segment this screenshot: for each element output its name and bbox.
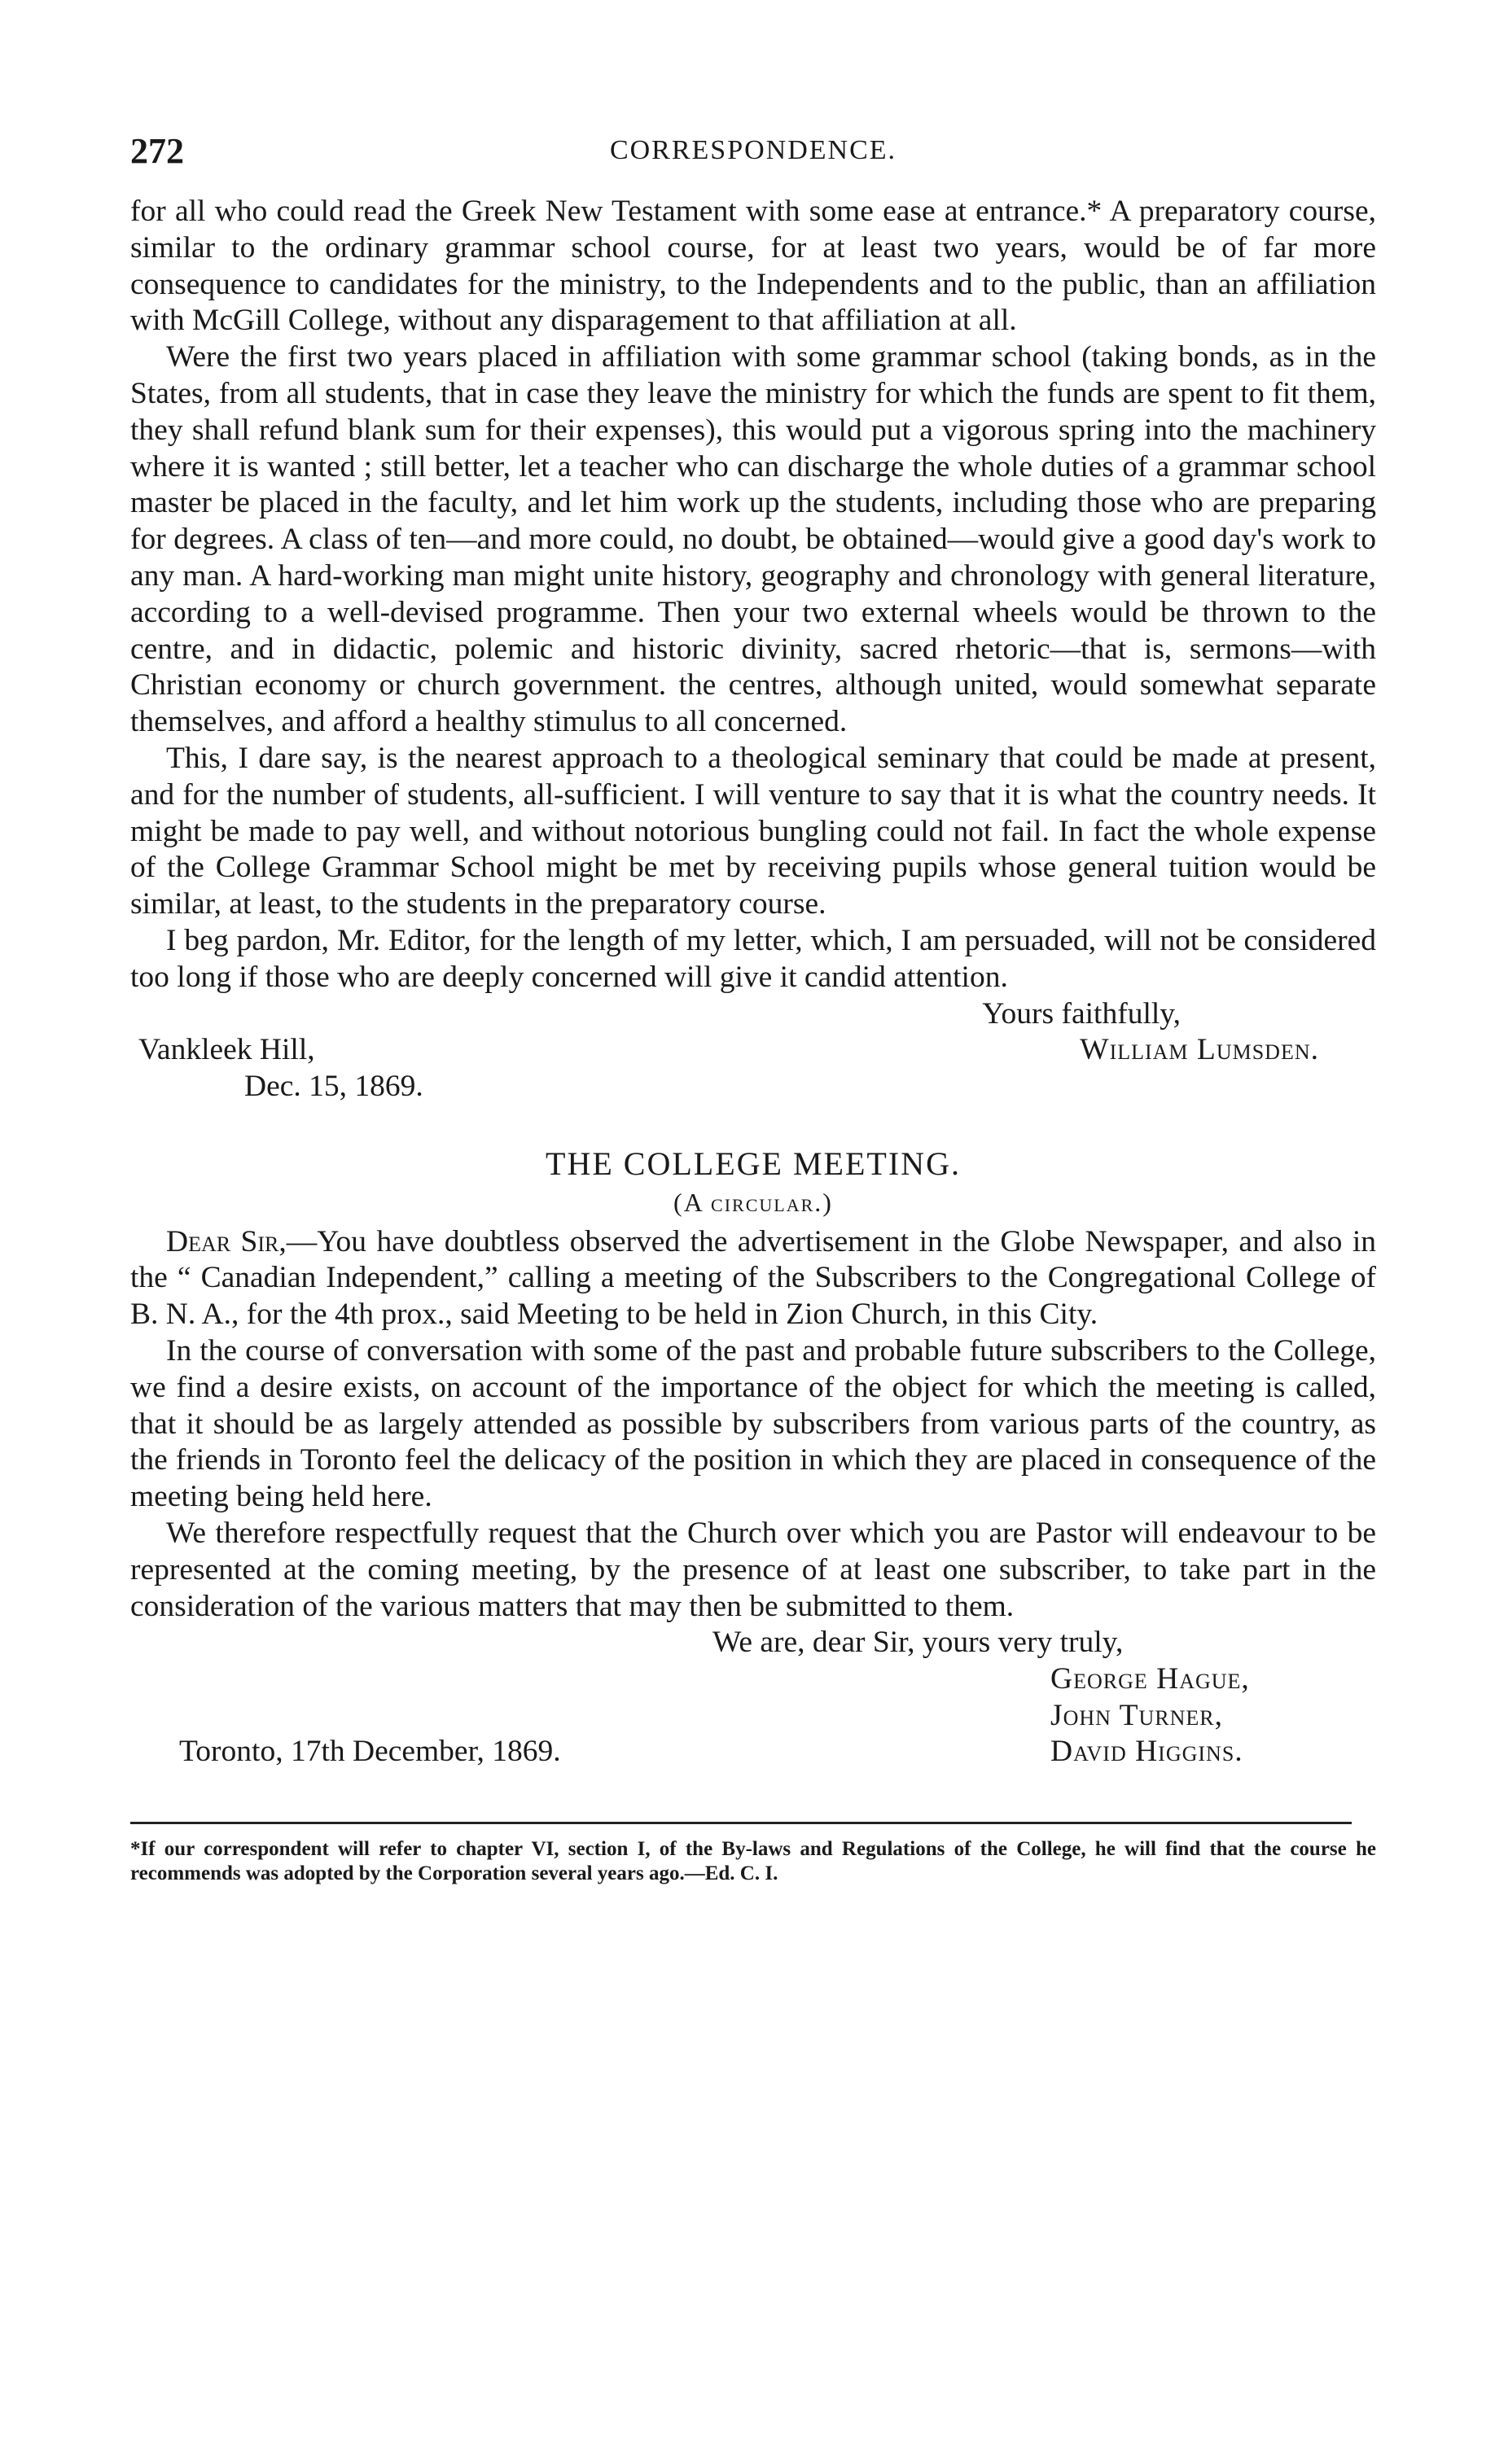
page-header — [130, 130, 1376, 179]
running-head: CORRESPONDENCE. — [609, 135, 897, 165]
article-closing — [130, 1625, 1376, 1804]
article-subtitle: (A circular.) — [673, 1187, 833, 1217]
page-number: 272 — [130, 131, 184, 171]
place-date: Toronto, 17th December, 1869. — [179, 1735, 561, 1769]
page — [130, 130, 1376, 1886]
article-paragraph: In the course of conversation with some of the past and probable future subscribers to the College, we find a desire exists, on account of the importance of the object for which the meeting is called, that it should be as largely attended as possible by subscribers from various parts of the country, as the friends in Toronto feel the delicacy of the position in which they are placed in consequence of the meeting being held here. — [130, 1333, 1376, 1514]
letter-place: Vankleek Hill, — [138, 1032, 315, 1066]
article-title: THE COLLEGE MEETING. — [546, 1144, 961, 1182]
footnote: *If our correspondent will refer to chapter VI, section I, of the By-laws and Regulations of the College, he will find that the course he recommends was adopted by the Corporation several years ago.—Ed. C. I. — [130, 1838, 1376, 1885]
footnote-divider — [130, 1822, 1352, 1824]
letter-paragraph: Were the first two years placed in affiliation with some grammar school (taking bonds, as in the States, from all students, that in case they leave the ministry for which the funds are spent to fit them, they shall refund blank sum for their expenses), this would put a vigorous spring into the machinery where it is wanted ; still better, let a teacher who can discharge the whole duties of a grammar school master be placed in the faculty, and let him work up the students, including those who are preparing for degrees. A class of ten—and more could, no doubt, be obtained—would give a good day's work to any man. A hard-working man might unite history, geography and chronology with general literature, according to a well-devised programme. Then your two external wheels would be thrown to the centre, and in didactic, polemic and historic divinity, sacred rhetoric—that is, sermons—with Christian economy or church government. the centres, although united, would somewhat separate themselves, and afford a healthy stimulus to all concerned. — [130, 340, 1376, 739]
salutation: Dear Sir, — [166, 1224, 287, 1258]
article-paragraph: We therefore respectfully request that the Church over which you are Pastor will endeavour to be represented at the coming meeting, by the presence of at least one subscriber, to take part in the consideration of the various matters that may then be submitted to them. — [130, 1516, 1376, 1623]
letter-signature-block — [130, 996, 1376, 1104]
signatory: John Turner, — [1050, 1699, 1224, 1733]
article-body — [130, 1224, 1376, 1626]
letter-signoff: Yours faithfully, — [982, 996, 1181, 1031]
article-paragraph-text: —You have doubtless observed the advertisement in the Globe Newspaper, and also in the “ Canadian Independent,” calling a meeting of the Subscribers to the Congregational College of B. N. A., for the 4th prox., said Meeting to be held in Zion Church, in this City. — [130, 1224, 1376, 1332]
signatory: George Hague, — [1050, 1662, 1250, 1696]
letter-paragraph: This, I dare say, is the nearest approach to a theological seminary that could be made at present, and for the number of students, all-sufficient. I will venture to say that it is what the country needs. It might be made to pay well, and without notorious bungling could not fail. In fact the whole expense of the College Grammar School might be met by receiving pupils whose general tuition would be similar, at least, to the students in the preparatory course. — [130, 741, 1376, 921]
signatory: David Higgins. — [1050, 1735, 1243, 1769]
closing-line: We are, dear Sir, yours very truly, — [712, 1626, 1124, 1660]
letter-signature: William Lumsden. — [1080, 1032, 1319, 1066]
letter-paragraph: for all who could read the Greek New Testament with some ease at entrance.* A preparatory course, similar to the ordinary grammar school course, for at least two years, would be of far more consequence to candidates for the ministry, to the Independents and to the public, than an affiliation with McGill College, without any disparagement to that affiliation at all. — [130, 195, 1376, 338]
article-paragraph — [130, 1224, 1376, 1333]
letter-body — [130, 194, 1376, 996]
letter-paragraph: I beg pardon, Mr. Editor, for the length of my letter, which, I am persuaded, will not be considered too long if those who are deeply concerned will give it candid attention. — [130, 923, 1376, 994]
letter-date: Dec. 15, 1869. — [244, 1069, 423, 1103]
